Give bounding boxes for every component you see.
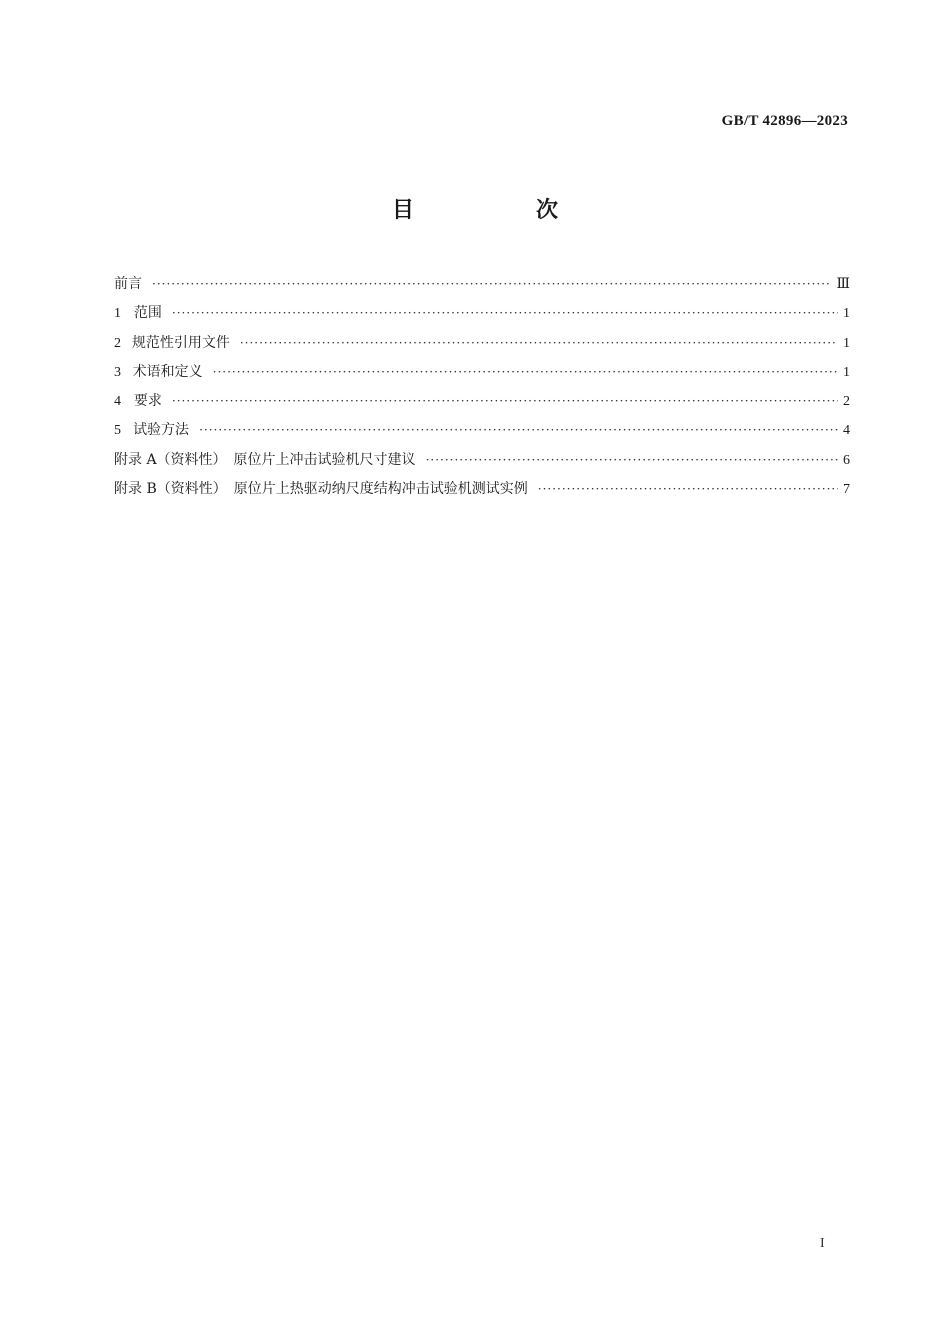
toc-page-number: 2 [843,394,850,410]
toc-label: 试验方法 [133,422,190,439]
toc-entry-foreword[interactable] [114,272,850,301]
toc-leader-dots [240,331,838,355]
toc-page-number: 1 [843,335,850,351]
toc-leader-dots [172,389,838,413]
toc-entry-annex-b[interactable] [114,477,850,506]
toc-label: 术语和定义 [132,363,203,380]
toc-leader-dots [152,272,832,296]
toc-leader-dots [172,301,838,325]
page-title: 目 次 [391,198,608,223]
toc-label: 附录 A（资料性） 原位片上冲击试验机尺寸建议 [114,451,416,468]
toc-page-number: 1 [843,306,850,322]
page-number: I [820,1236,825,1251]
toc-section-number: 5 [114,423,121,439]
toc-leader-dots [538,477,838,501]
toc-entry-terms-definitions[interactable] [114,360,850,389]
toc-section-number: 3 [114,364,121,380]
toc-label: 前言 [114,276,142,292]
toc-label: 附录 B（资料性） 原位片上热驱动纳尺度结构冲击试验机测试实例 [114,481,528,498]
toc-leader-dots [426,448,838,472]
toc-entry-test-methods[interactable] [114,418,850,447]
toc-page-number: 7 [843,482,850,498]
toc-label: 规范性引用文件 [131,334,230,351]
toc-page-number: 1 [843,364,850,380]
toc-section-number: 4 [114,394,121,410]
toc-page-number: 4 [843,423,850,439]
toc-section-number: 2 [114,335,121,351]
standard-code: GB/T 42896—2023 [721,113,848,129]
toc-entry-scope[interactable] [114,301,850,330]
toc-leader-dots [199,418,838,442]
toc-label: 要求 [133,393,162,410]
toc-entry-annex-a[interactable] [114,448,850,477]
toc-section-number: 1 [114,306,121,322]
toc-page-number: Ⅲ [836,277,850,292]
toc-entry-normative-references[interactable] [114,331,850,360]
toc-page-number: 6 [843,452,850,468]
toc-label: 范围 [133,305,162,322]
table-of-contents [114,272,850,506]
toc-leader-dots [213,360,838,384]
toc-entry-requirements[interactable] [114,389,850,418]
